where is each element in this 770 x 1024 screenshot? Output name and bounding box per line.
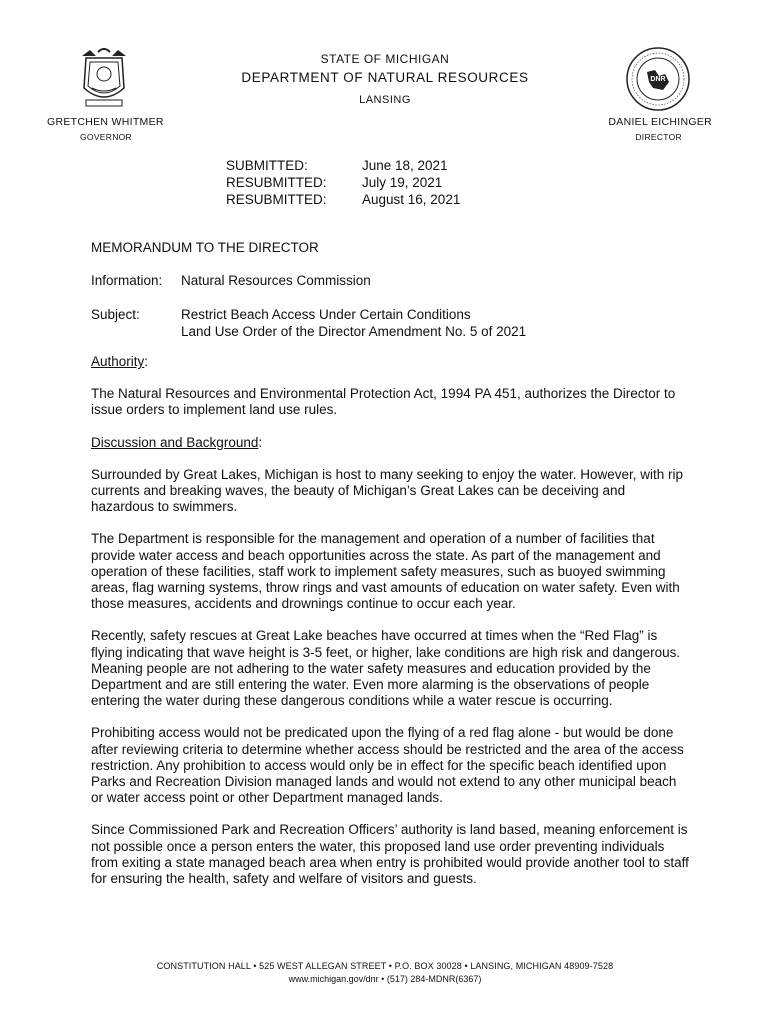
memo-body [91, 354, 691, 903]
date-label: SUBMITTED: [226, 158, 308, 173]
footer-contact: www.michigan.gov/dnr • (517) 284-MDNR(6367) [288, 974, 482, 984]
subject-value [181, 306, 526, 340]
footer-address: CONSTITUTION HALL • 525 WEST ALLEGAN STREET • P.O. BOX 30028 • LANSING, MICHIGAN 48909-7528 [156, 961, 614, 971]
authority-heading-text: Authority [91, 354, 145, 369]
memo-heading: MEMORANDUM TO THE DIRECTOR [91, 240, 319, 255]
body-paragraph: Recently, safety rescues at Great Lake beaches have occurred at times when the “Red Flag” is flying indicating that wave height is 3-5 feet, or higher, lake conditions are high risk and dangerous. Meaning people are not adhering to the water safety measures and education provided by the Department and are still entering the water. Even more alarming is the observations of people entering the water during these dangerous conditions while a water rescue is occurring. [91, 628, 681, 709]
subject-line-1: Restrict Beach Access Under Certain Conditions [181, 307, 471, 322]
body-paragraph: Prohibiting access would not be predicated upon the flying of a red flag alone - but would be done after reviewing criteria to determine whether access should be restricted and the area of the access restriction. Any prohibition to access would only be in effect for the specific beach identified upon Parks and Recreation Division managed lands and would not extend to any other municipal beach or water access point or other Department managed lands. [91, 725, 684, 806]
date-row [226, 174, 460, 191]
dnr-seal [625, 46, 691, 112]
subject-label: Subject: [91, 307, 140, 322]
body-paragraph: The Department is responsible for the management and operation of a number of facilities that provide water access and beach opportunities across the state. As part of the management and operation of these facilities, staff work to implement safety measures, such as buoyed swimming areas, flag warning systems, throw rings and vast amounts of education on water safety. Even with those measures, accidents and drownings continue to occur each year. [91, 531, 680, 612]
subject-row [91, 306, 526, 340]
subject-line-2: Land Use Order of the Director Amendment No. 5 of 2021 [181, 324, 527, 339]
state-name: STATE OF MICHIGAN [320, 52, 450, 66]
governor-title: GOVERNOR [80, 132, 132, 142]
date-value: August 16, 2021 [362, 192, 461, 207]
information-value: Natural Resources Commission [181, 273, 371, 288]
date-value: July 19, 2021 [362, 175, 443, 190]
date-label: RESUBMITTED: [226, 175, 327, 190]
discussion-heading-text: Discussion and Background [91, 434, 259, 450]
body-paragraph: Surrounded by Great Lakes, Michigan is host to many seeking to enjoy the water. However, with rip currents and breaking waves, the beauty of Michigan’s Great Lakes can be deceiving and hazardous to swimmers. [91, 466, 684, 515]
svg-text:DNR: DNR [650, 76, 666, 83]
date-label: RESUBMITTED: [226, 192, 327, 207]
submission-dates [226, 157, 460, 208]
discussion-heading: Discussion and Background: [91, 434, 263, 450]
city-name: LANSING [359, 94, 411, 106]
director-title: DIRECTOR [635, 132, 682, 142]
authority-paragraph: The Natural Resources and Environmental Protection Act, 1994 PA 451, authorizes the Director to issue orders to implement land use rules. [91, 386, 676, 418]
information-label: Information: [91, 273, 163, 288]
authority-heading: Authority: [91, 354, 149, 369]
governor-name: GRETCHEN WHITMER [47, 116, 164, 128]
department-name: DEPARTMENT OF NATURAL RESOURCES [241, 70, 529, 85]
director-name: DANIEL EICHINGER [608, 116, 712, 128]
date-row [226, 191, 460, 208]
body-paragraph: Since Commissioned Park and Recreation Officers’ authority is land based, meaning enforcement is not possible once a person enters the water, this proposed land use order preventing individuals from exiting a state managed beach area when entry is prohibited would provide another tool to staff for ensuring the health, safety and welfare of visitors and guests. [91, 822, 689, 887]
date-value: June 18, 2021 [362, 158, 448, 173]
information-row [91, 273, 371, 288]
date-row [226, 157, 460, 174]
